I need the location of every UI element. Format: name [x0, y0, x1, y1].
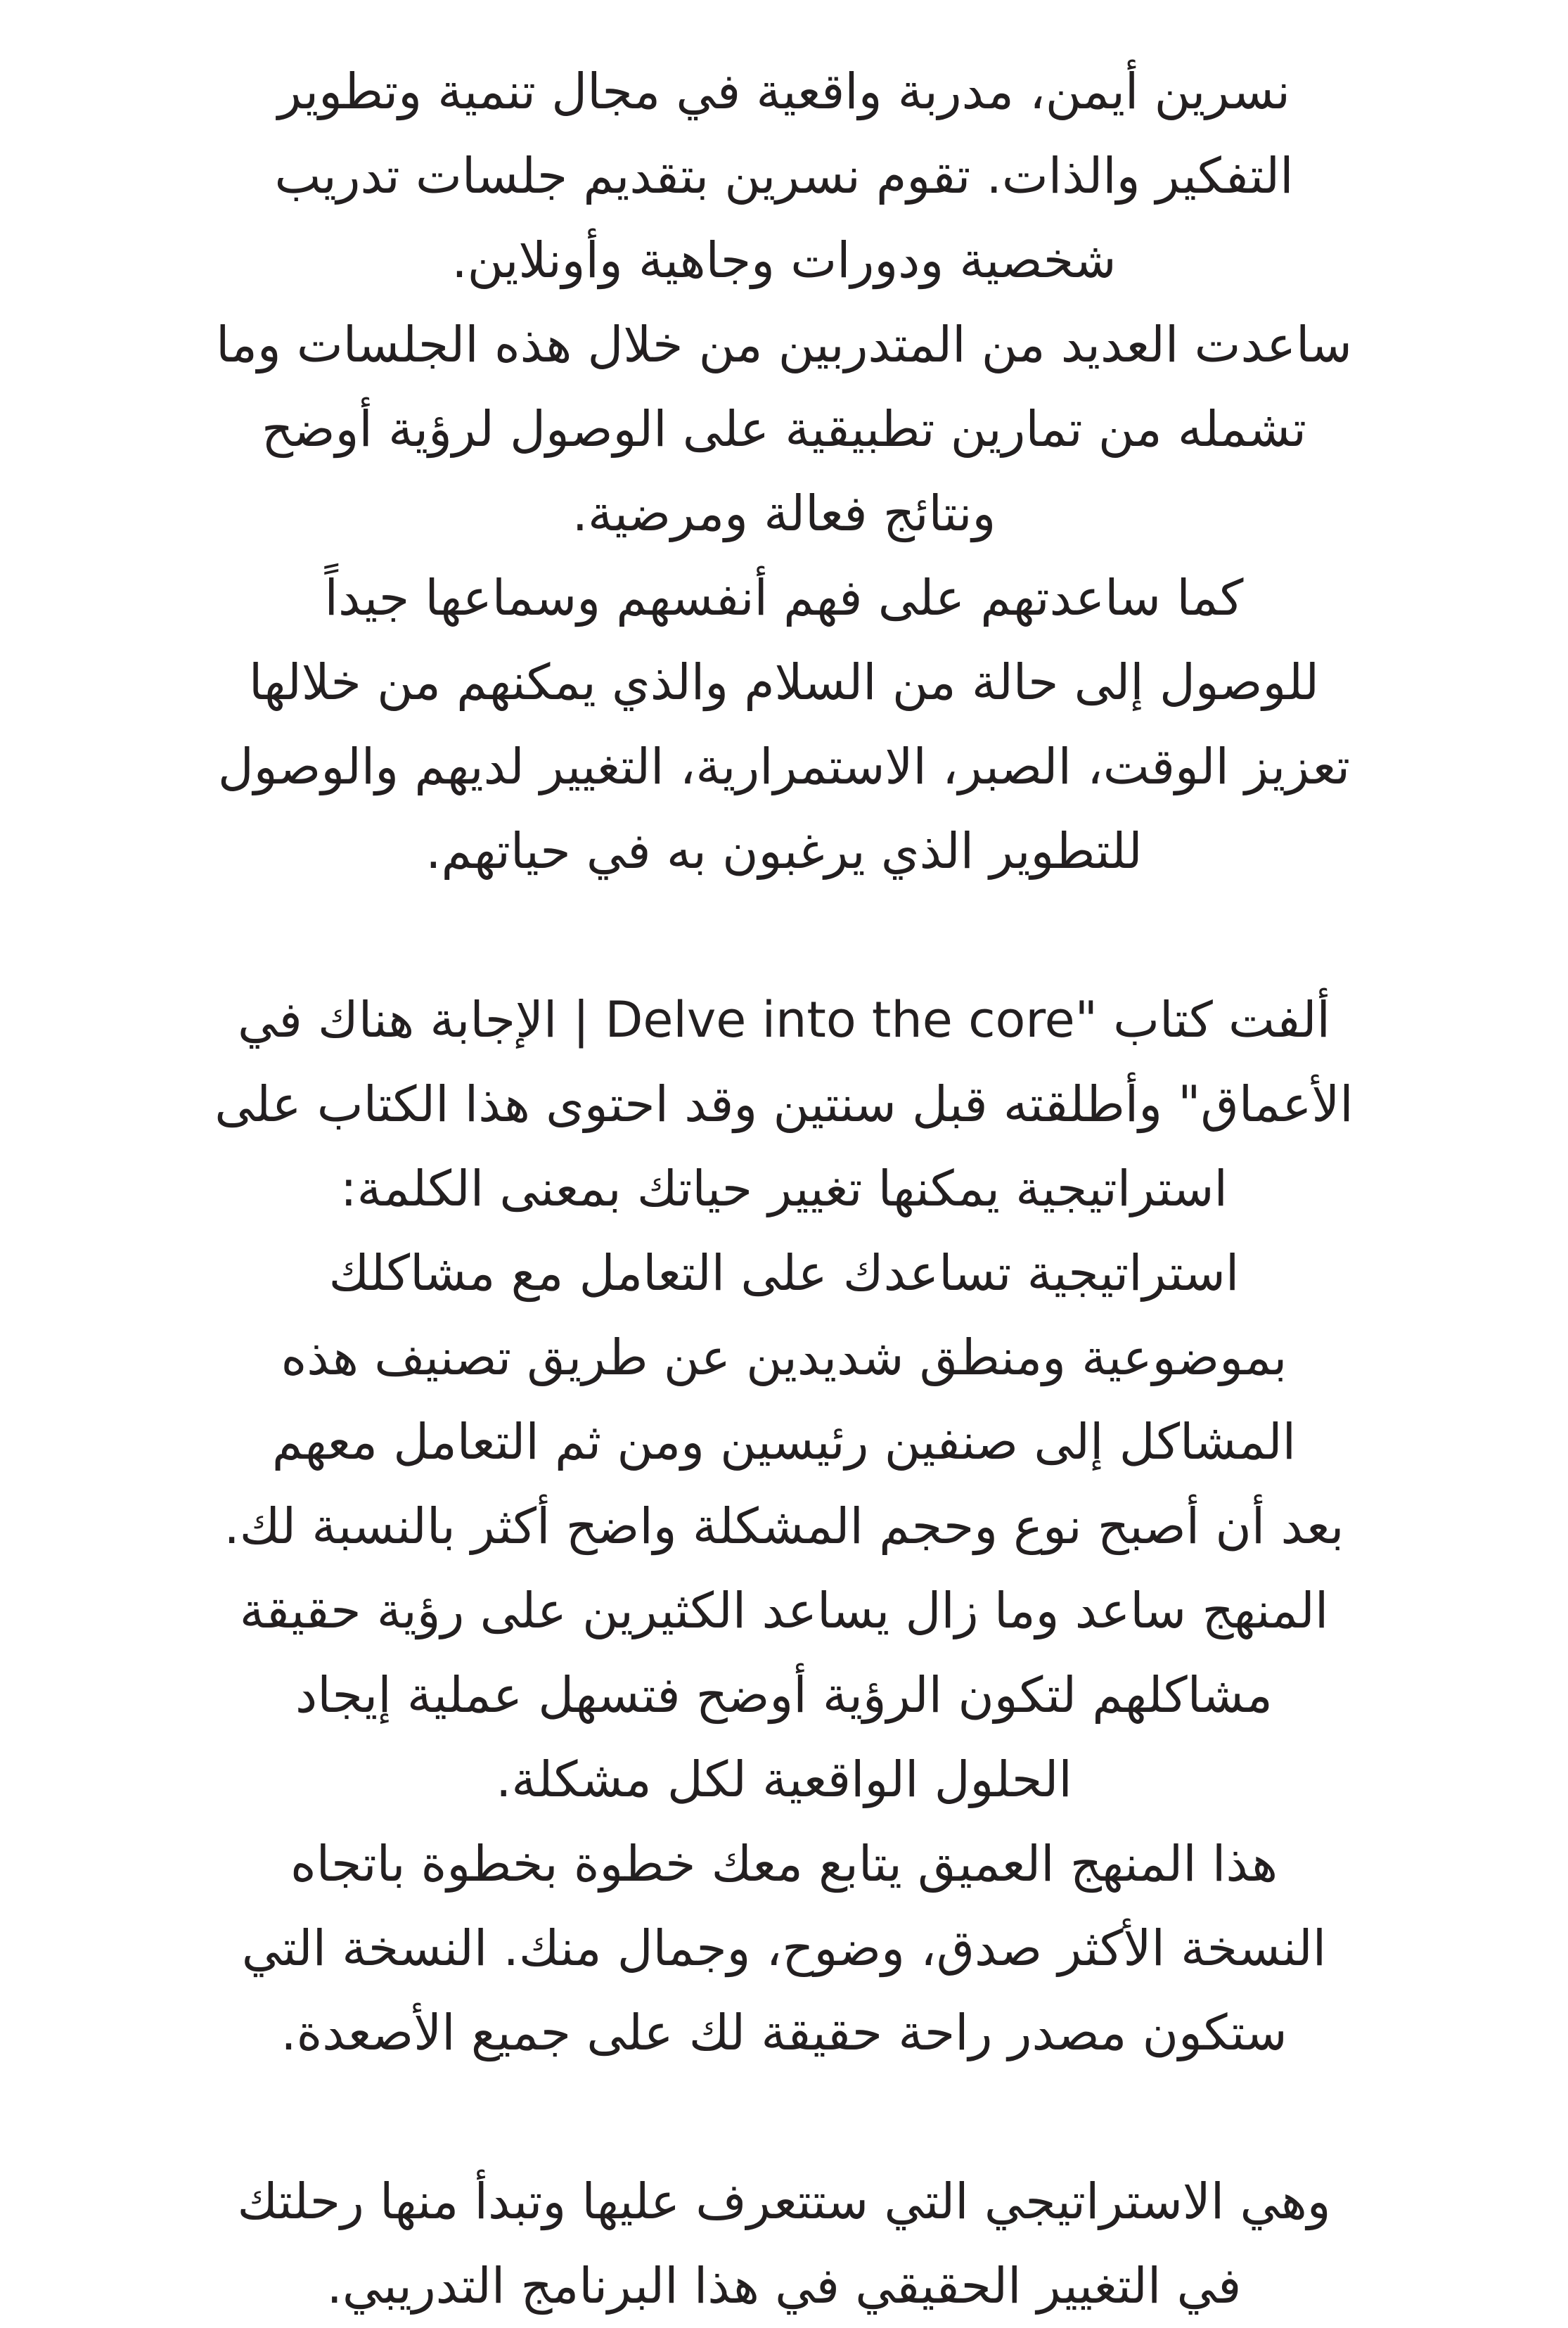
text-line: المشاكل إلى صنفين رئيسين ومن ثم التعامل معهم [271, 1413, 1297, 1471]
text-line: هذا المنهج العميق يتابع معك خطوة بخطوة باتجاه [290, 1835, 1278, 1893]
text-line: ستكون مصدر راحة حقيقة لك على جميع الأصعدة. [281, 2004, 1287, 2061]
text-line: في التغيير الحقيقي في هذا البرنامج التدريبي. [326, 2257, 1242, 2315]
text-line: للتطوير الذي يرغبون به في حياتهم. [425, 822, 1143, 880]
text-line: كما ساعدتهم على فهم أنفسهم وسماعها جيداً [324, 569, 1244, 627]
text-line: المنهج ساعد وما زال يساعد الكثيرين على رؤية حقيقة [239, 1582, 1329, 1639]
text-line: وهي الاستراتيجي التي ستتعرف عليها وتبدأ منها رحلتك [237, 2173, 1331, 2230]
text-line: الأعماق" وأطلقته قبل سنتين وقد احتوى هذا الكتاب على [214, 1075, 1354, 1133]
paragraph-book-strategy [120, 978, 1448, 1822]
text-line: استراتيجية يمكنها تغيير حياتك بمعنى الكلمة: [340, 1160, 1228, 1217]
text-line: الحلول الواقعية لكل مشكلة. [496, 1751, 1072, 1808]
text-line: النسخة الأكثر صدق، وضوح، وجمال منك. النسخة التي [241, 1919, 1327, 1977]
paragraph-closing [120, 2159, 1448, 2328]
text-line: للوصول إلى حالة من السلام والذي يمكنهم من خلالها [248, 653, 1320, 711]
text-line: بموضوعية ومنطق شديدين عن طريق تصنيف هذه [281, 1329, 1287, 1386]
text-line: التفكير والذات. تقوم نسرين بتقديم جلسات تدريب [274, 147, 1294, 205]
paragraph-spacer [120, 893, 1448, 978]
paragraph-spacer [120, 2075, 1448, 2159]
text-line: نسرين أيمن، مدربة واقعية في مجال تنمية وتطوير [278, 63, 1290, 120]
text-line: ساعدت العديد من المتدربين من خلال هذه الجلسات وما [216, 316, 1352, 373]
text-line: استراتيجية تساعدك على التعامل مع مشاكلك [328, 1244, 1240, 1302]
text-line: ونتائج فعالة ومرضية. [572, 485, 996, 542]
text-line: تعزيز الوقت، الصبر، الاستمرارية، التغيير لديهم والوصول [217, 738, 1351, 795]
paragraph-trainees-helped [120, 302, 1448, 556]
text-line: مشاكلهم لتكون الرؤية أوضح فتسهل عملية إيجاد [295, 1666, 1273, 1724]
paragraph-self-understanding [120, 556, 1448, 893]
paragraph-trainer-intro [120, 49, 1448, 302]
paragraph-deep-method [120, 1822, 1448, 2075]
text-line: تشمله من تمارين تطبيقية على الوصول لرؤية أوضح [261, 400, 1307, 458]
text-line: شخصية ودورات وجاهية وأونلاين. [451, 231, 1117, 289]
text-line: ألفت كتاب "Delve into the core | الإجابة هناك في [238, 991, 1330, 1049]
text-line: بعد أن أصبح نوع وحجم المشكلة واضح أكثر بالنسبة لك. [224, 1497, 1344, 1555]
